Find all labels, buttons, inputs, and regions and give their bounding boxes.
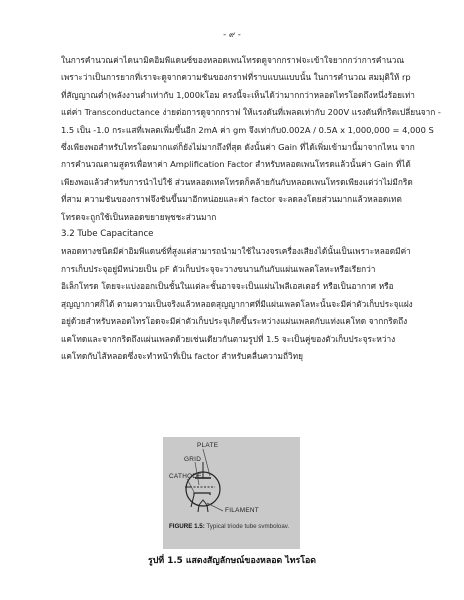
text-line: โทรดจะถูกใช้เป็นหลอดขยายพุชชะส่วนมาก: [61, 211, 217, 222]
text-line: แคโทดและจากกริดถึงแผ่นเพลตด้วยเช่นเดียวกันตามรูปที่ 1.5 จะเป็นคู่ของตัวเก็บประจุระหว่าง: [61, 333, 396, 344]
text-line: ซึ่งเพียงพอสำหรับไทรโอดมากแต่ก็ยังไม่มากถึงที่สุด ดังนั้นค่า Gain ที่ได้เพิ่มเข้ามานี้มาจากไหน จาก: [61, 142, 415, 153]
section-heading: 3.2 Tube Capacitance: [61, 229, 154, 240]
text-line: แคโทดกับไส้หลอดซึ่งจะทำหน้าที่เป็น factor สำหรับคลื่นความถี่วิทยุ: [61, 350, 303, 361]
figure-caption-english: [169, 523, 299, 531]
text-line: เพราะว่าเป็นการยากที่เราจะดูจากความชันของกราฟที่ราบแบนแบบนั้น ในการคำนวณ สมมุติให้ rp: [61, 72, 411, 83]
plate-label: PLATE: [197, 442, 219, 449]
text-line: อิเล็กโทรด โดยจะแบ่งออกเป็นชั้นในแต่ละชั้นอาจจะเป็นแผ่นไพลีเอสเตอร์ หรือเป็นอากาศ หรือ: [61, 281, 394, 292]
page-number: - ๙ -: [223, 30, 241, 40]
triode-figure: [163, 437, 300, 549]
text-line: การคำนวณตามสูตรเพื่อหาค่า Amplification Factor สำหรับหลอดเพนโทรดแล้วนั้นค่า Gain ที่ได้: [61, 159, 411, 170]
paragraph-tube-capacitance: [61, 243, 426, 365]
filament-label: FILAMENT: [225, 507, 260, 514]
document-body: [61, 52, 441, 365]
text-line: 1.5 เป็น -1.0 กระแสที่เพลตเพิ่มขึ้นอีก 2mA ค่า gm จึงเท่ากับ0.002A / 0.5A x 1,000,000 = 4,000 S: [61, 124, 434, 135]
figure-caption-number: FIGURE 1.5:: [169, 523, 205, 530]
text-line: ในการคำนวณค่าไดนามิคอิมพีแดนซ์ของหลอดเพนโทรดดูจากกราฟจะเข้าใจยากกว่าการคำนวณ: [61, 55, 405, 65]
text-line: หลอดทางชนิดมีค่าอิมพีแดนซ์ที่สูงแต่สามารถนำมาใช้ในวงจรเครื่องเสียงได้นั้นเป็นเพราะหลอดมีค่า: [61, 246, 411, 257]
text-line: เพียงพอแล้วสำหรับการนำไปใช้ ส่วนหลอดเทตโทรดก็คล้ายกันกับหลอดเพนโทรดเพียงแต่ว่าไม่มีกริด: [61, 176, 413, 187]
text-line: สุญญากาศก็ได้ ตามความเป็นจริงแล้วหลอดสุญญากาศที่มีแผ่นเพลตโลหะนั้นจะมีค่าตัวเก็บประจุแฝง: [61, 298, 413, 309]
triode-symbol-icon: [163, 437, 300, 549]
figure-caption-thai: รูปที่ 1.5 แสดงสัญลักษณ์ของหลอด ไทรโอด: [148, 556, 316, 566]
text-line: ที่สัญญาณต่ำ(พลังงานต่ำเท่ากับ 1,000kโอม ตรงนี้จะเห็นได้ว่ามากกว่าหลอดไทรโอดถึงหนึ่งร้อยเท่า: [61, 89, 415, 100]
figure-caption-text: Typical triode tube svmboloav.: [204, 523, 290, 530]
text-line: ที่สาม ความชันของกราฟจึงชันขึ้นมาอีกหน่อยและค่า factor จะลดลงโดยส่วนมากแล้วหลอดเทต: [61, 194, 402, 205]
cathode-label: CATHODE: [169, 473, 202, 480]
text-line: แต่ค่า Transconductance ง่ายต่อการดูจากกราฟ ให้แรงดันที่เพลตเท่ากับ 200V แรงดันที่กริดเปลี่ยนจาก -: [61, 107, 441, 118]
grid-label: GRID: [184, 456, 202, 463]
text-line: การเก็บประจุอยู่มีหน่วยเป็น pF ตัวเก็บประจุจะวางขนานกันกับแผ่นเพลตโลหะหรือเรียกว่า: [61, 263, 376, 274]
text-line: อยู่ด้วยสำหรับหลอดไทรโอดจะมีค่าตัวเก็บประจุเกิดขึ้นระหว่างแผ่นเพลตกับแท่งแคโทด จากกริดถึง: [61, 316, 408, 327]
paragraph-dynamic-impedance: [61, 52, 441, 226]
